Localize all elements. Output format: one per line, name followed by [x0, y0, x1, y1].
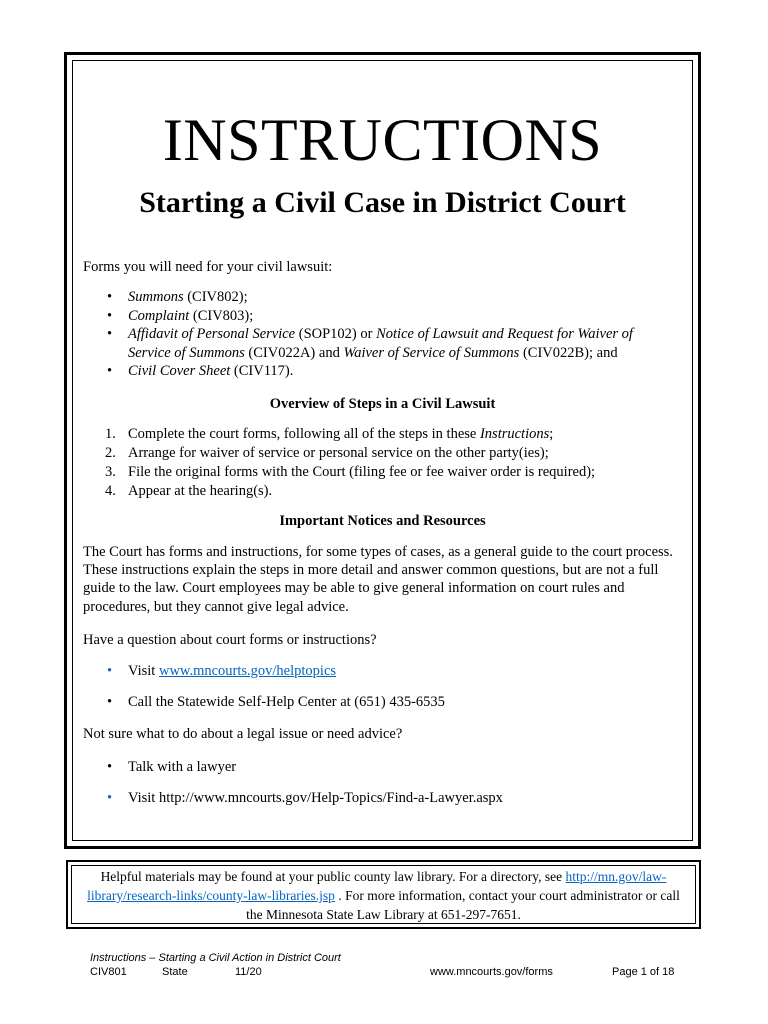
footer-form-code: CIV801: [90, 966, 127, 978]
footer-doc-title: Instructions – Starting a Civil Action in District Court: [90, 952, 341, 964]
bullet-icon: •: [107, 326, 113, 342]
form-name: Notice of Lawsuit and Request for Waiver of Service of Summons: [128, 326, 633, 361]
question-forms: Have a question about court forms or instructions?: [83, 632, 377, 648]
list-item: [83, 425, 683, 444]
form-code: (CIV022B); and: [519, 344, 618, 361]
form-code: (CIV117).: [230, 363, 294, 379]
footer-type: State: [162, 966, 188, 978]
list-item: [83, 482, 683, 501]
list-item: [83, 362, 673, 381]
bullet-icon: •: [107, 694, 113, 710]
bullet-icon: •: [107, 289, 113, 305]
step-text: ;: [549, 426, 554, 442]
form-name: Affidavit of Personal Service: [128, 326, 296, 342]
question-advice: Not sure what to do about a legal issue or need advice?: [83, 726, 403, 742]
main-frame-inner: [72, 60, 693, 841]
form-name: Complaint: [128, 307, 190, 324]
main-frame: [64, 52, 701, 849]
form-code: (CIV802);: [183, 289, 248, 305]
law-library-link[interactable]: http://mn.gov/law-library/research-links/county-law-libraries.jsp: [87, 869, 667, 903]
form-code: (CIV022A) and: [244, 344, 344, 361]
step-number: 2.: [105, 445, 116, 461]
page-subtitle: Starting a Civil Case in District Court: [139, 186, 626, 219]
bullet-icon: •: [107, 759, 113, 775]
list-item: [83, 662, 673, 681]
list-item: [83, 325, 673, 362]
lawyer-text: Talk with a lawyer: [128, 759, 237, 775]
step-number: 1.: [105, 426, 116, 442]
forms-list: [83, 288, 673, 381]
step-text: Appear at the hearing(s).: [128, 483, 273, 499]
lawyer-list: [83, 758, 673, 777]
page-title: INSTRUCTIONS: [162, 107, 603, 173]
step-text: File the original forms with the Court (filing fee or fee waiver order is required);: [128, 464, 596, 480]
list-item: [83, 288, 673, 307]
bullet-icon: •: [107, 663, 113, 679]
bullet-icon: •: [107, 307, 113, 324]
step-text: Complete the court forms, following all of the steps in these: [128, 426, 480, 442]
forms-intro: Forms you will need for your civil lawsuit:: [83, 259, 333, 275]
notices-heading: Important Notices and Resources: [279, 513, 486, 529]
visit-label: Visit: [128, 663, 159, 679]
form-name: Civil Cover Sheet: [128, 363, 231, 379]
help-list: [83, 662, 673, 681]
overview-heading: Overview of Steps in a Civil Lawsuit: [269, 396, 496, 412]
step-text: Arrange for waiver of service or personal service on the other party(ies);: [128, 445, 549, 461]
help-box-text: [71, 865, 696, 924]
step-number: 4.: [105, 483, 116, 499]
list-item: [83, 463, 683, 482]
call-text: Call the Statewide Self-Help Center at (651) 435-6535: [128, 694, 445, 710]
list-item: [83, 758, 673, 777]
list-item: [83, 693, 673, 712]
step-number: 3.: [105, 464, 116, 480]
footer-date: 11/20: [235, 966, 262, 978]
notices-paragraph: The Court has forms and instructions, for some types of cases, as a general guide to the court process. These instructions explain the steps in more detail and answer common questions, but are not a full guide to the law. Court employees may be able to give general information on court rules and procedures, but they cannot give legal advice.: [83, 544, 673, 615]
call-list: [83, 693, 673, 712]
form-name: Waiver of Service of Summons: [343, 344, 520, 361]
form-code: (SOP102) or: [295, 326, 377, 342]
footer-page: Page 1 of 18: [612, 966, 675, 978]
bullet-icon: •: [107, 363, 113, 379]
find-lawyer-text: Visit http://www.mncourts.gov/Help-Topics/Find-a-Lawyer.aspx: [128, 790, 503, 806]
footer-site: www.mncourts.gov/forms: [430, 966, 553, 978]
form-name: Summons: [128, 289, 184, 305]
help-text: . For more information, contact your court administrator or call the Minnesota State Law Library at 651-297-7651.: [246, 888, 680, 922]
helptopics-link[interactable]: www.mncourts.gov/helptopics: [158, 663, 337, 679]
step-text-italic: Instructions: [479, 426, 550, 442]
list-item: [83, 307, 673, 326]
bullet-icon: •: [107, 790, 113, 806]
help-box: [66, 860, 701, 929]
find-lawyer-list: [83, 789, 673, 808]
steps-list: [83, 425, 683, 501]
list-item: [83, 444, 683, 463]
help-text: Helpful materials may be found at your public county law library. For a directory, see: [100, 869, 566, 884]
list-item: [83, 789, 673, 808]
form-code: (CIV803);: [189, 307, 254, 324]
